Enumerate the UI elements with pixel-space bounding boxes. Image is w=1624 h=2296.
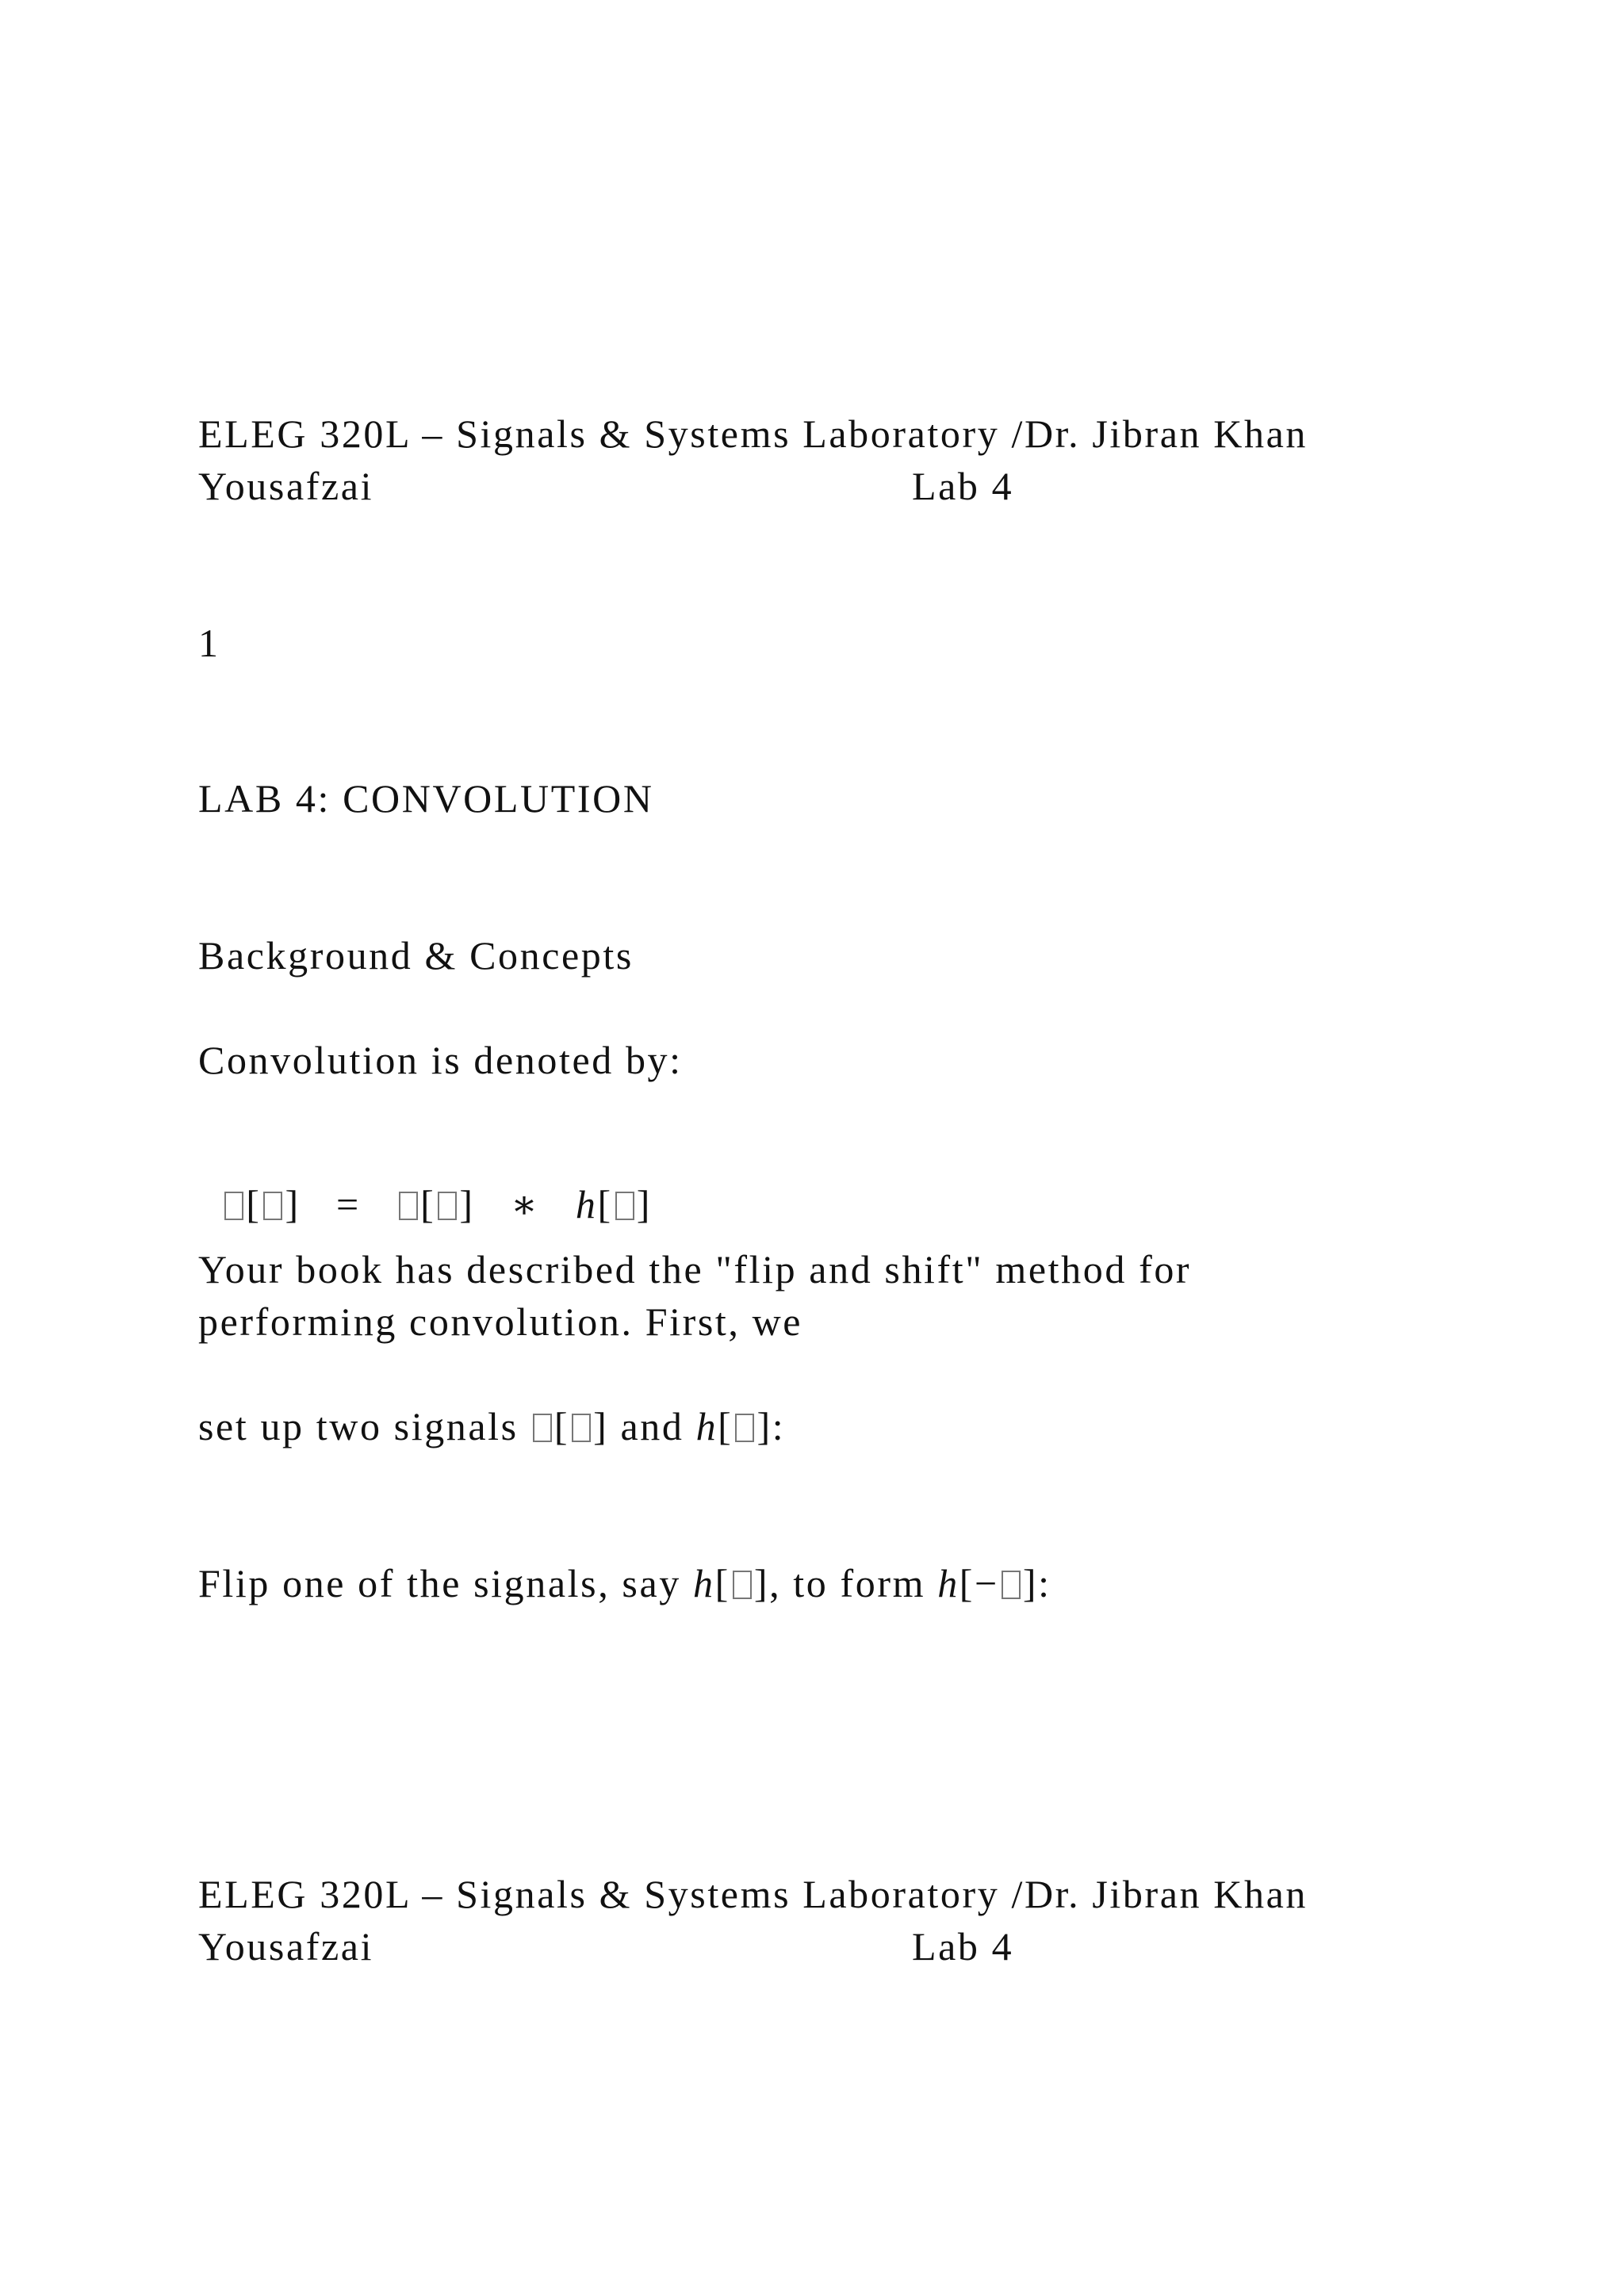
equals-sign: = [336, 1182, 361, 1226]
page-number: 1 [198, 621, 220, 665]
and-text: ] and [593, 1404, 696, 1448]
footer-title: ELEG 320L – Signals & Systems Laboratory /Dr. Jibran Khan [198, 1872, 1308, 1916]
paragraph-line-3: set up two signals [ ] and h[ ]: [198, 1404, 786, 1448]
paragraph-line-1: Your book has described the "flip and shift" method for [198, 1247, 1192, 1292]
header-title: ELEG 320L – Signals & Systems Laboratory /Dr. Jibran Khan [198, 411, 1308, 456]
form-text: ], to form [753, 1561, 938, 1605]
convolution-equation: [ ] = [ ] ∗ h[ ] [198, 1145, 652, 1224]
h-variable: h [575, 1182, 598, 1226]
paragraph-line-2: performing convolution. First, we [198, 1299, 803, 1344]
section-heading: Background & Concepts [198, 933, 634, 978]
footer-author: Yousafzai [198, 1924, 374, 1969]
missing-glyph-box [615, 1192, 634, 1220]
end-text: ]: [756, 1404, 786, 1448]
lab-title: LAB 4: CONVOLUTION [198, 776, 654, 821]
header-author: Yousafzai [198, 464, 374, 508]
footer-lab-label: Lab 4 [912, 1924, 1014, 1969]
convolution-star: ∗ [510, 1182, 540, 1226]
flip-text: Flip one of the signals, say [198, 1561, 693, 1605]
missing-glyph-box [438, 1192, 457, 1220]
missing-glyph-box [733, 1571, 752, 1599]
missing-glyph-box [399, 1192, 418, 1220]
missing-glyph-box [572, 1414, 591, 1442]
missing-glyph-box [263, 1192, 282, 1220]
missing-glyph-box [533, 1414, 552, 1442]
h-variable: h [692, 1561, 715, 1605]
h-variable: h [937, 1561, 959, 1605]
missing-glyph-box [224, 1192, 243, 1220]
header-lab-label: Lab 4 [912, 464, 1014, 508]
signals-text: set up two signals [198, 1404, 530, 1448]
h-variable: h [695, 1404, 718, 1448]
end-text: ]: [1022, 1561, 1051, 1605]
flip-instruction: Flip one of the signals, say h[ ], to form h[− ]: [198, 1561, 1051, 1605]
intro-text: Convolution is denoted by: [198, 1038, 683, 1082]
minus-bracket: [− [959, 1561, 999, 1605]
missing-glyph-box [735, 1414, 754, 1442]
missing-glyph-box [1002, 1571, 1021, 1599]
